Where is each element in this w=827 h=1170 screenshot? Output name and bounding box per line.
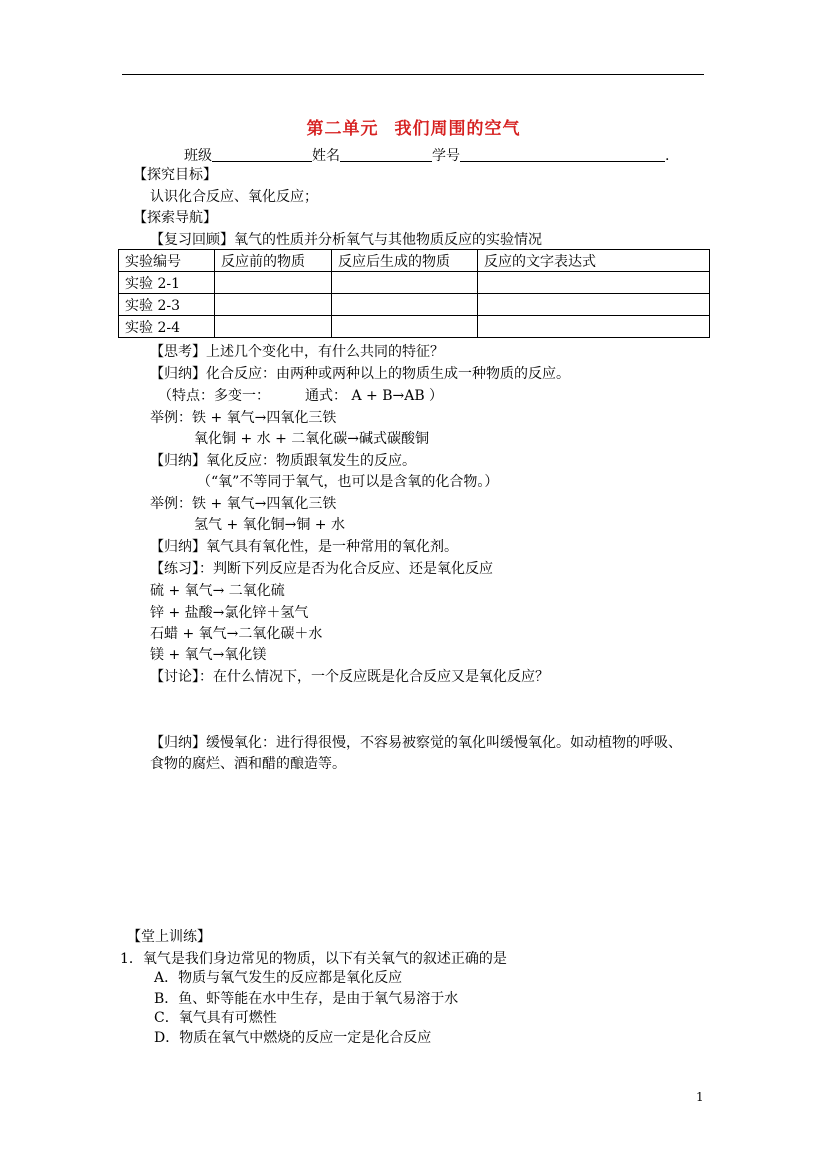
- table-row: [119, 316, 710, 338]
- table-cell: [332, 272, 478, 294]
- table-cell: [215, 272, 332, 294]
- table-header-cell: 反应前的物质: [215, 250, 332, 272]
- title-unit: 第二单元: [306, 119, 379, 139]
- table-cell: [215, 294, 332, 316]
- option-b: B．鱼、虾等能在水中生存，是由于氧气易溶于水: [154, 991, 459, 1007]
- experiment-table: [118, 249, 710, 338]
- table-cell: [478, 316, 710, 338]
- note-line: （“氧”不等同于氧气，也可以是含氧的化合物。）: [197, 474, 499, 490]
- section-goal-heading: 【探究目标】: [133, 167, 217, 183]
- example-line: 氢气 + 氧化铜→铜 + 水: [194, 517, 345, 533]
- name-blank: [340, 147, 432, 162]
- practice-heading: 【练习】：判断下列反应是否为化合反应、还是氧化反应: [150, 561, 493, 577]
- think-line: 【思考】上述几个变化中，有什么共同的特征？: [150, 344, 444, 360]
- id-blank: [460, 147, 665, 162]
- summary-oxidizer: 【归纳】氧气具有氧化性，是一种常用的氧化剂。: [150, 539, 458, 555]
- table-cell: [478, 272, 710, 294]
- review-line: 【复习回顾】氧气的性质并分析氧气与其他物质反应的实验情况: [150, 232, 542, 248]
- goal-text: 认识化合反应、氧化反应；: [150, 189, 318, 205]
- reaction-line: 硫 + 氧气→ 二氧化硫: [150, 583, 285, 599]
- slow-oxidation-line: 食物的腐烂、酒和醋的酿造等。: [150, 756, 346, 772]
- id-label: 学号: [432, 148, 460, 164]
- table-cell: 实验 2-1: [119, 272, 215, 294]
- section-nav-heading: 【探索导航】: [133, 210, 217, 226]
- student-info-line: [184, 145, 669, 165]
- option-a: A．物质与氧气发生的反应都是氧化反应: [154, 970, 403, 986]
- example-line: 氧化铜 + 水 + 二氧化碳→碱式碳酸铜: [194, 431, 429, 447]
- classroom-heading: 【堂上训练】: [127, 929, 211, 945]
- feature-line: （特点：多变一： 通式： A + B→AB ）: [158, 388, 444, 404]
- title-topic: 我们周围的空气: [394, 119, 521, 139]
- discuss-line: 【讨论】：在什么情况下，一个反应既是化合反应又是氧化反应？: [150, 669, 549, 685]
- name-label: 姓名: [312, 148, 340, 164]
- question-stem: 1．氧气是我们身边常见的物质，以下有关氧气的叙述正确的是: [120, 951, 507, 967]
- table-header-cell: 实验编号: [119, 250, 215, 272]
- summary-combination: 【归纳】化合反应：由两种或两种以上的物质生成一种物质的反应。: [150, 366, 570, 382]
- table-row: [119, 272, 710, 294]
- table-header-cell: 反应的文字表达式: [478, 250, 710, 272]
- reaction-line: 石蜡 + 氧气→二氧化碳＋水: [150, 626, 323, 642]
- slow-oxidation-line: 【归纳】缓慢氧化：进行得很慢，不容易被察觉的氧化叫缓慢氧化。如动植物的呼吸、: [150, 735, 682, 751]
- example-line: 举例：铁 + 氧气→四氧化三铁: [150, 496, 337, 512]
- table-header-cell: 反应后生成的物质: [332, 250, 478, 272]
- example-line: 举例：铁 + 氧气→四氧化三铁: [150, 410, 337, 426]
- reaction-line: 锌 + 盐酸→氯化锌＋氢气: [150, 605, 309, 621]
- header-rule: [122, 74, 704, 75]
- class-label: 班级: [184, 148, 212, 164]
- summary-oxidation: 【归纳】氧化反应：物质跟氧发生的反应。: [150, 453, 416, 469]
- page-number: 1: [696, 1090, 704, 1104]
- table-cell: 实验 2-3: [119, 294, 215, 316]
- class-blank: [212, 147, 312, 162]
- table-cell: [215, 316, 332, 338]
- table-row: [119, 294, 710, 316]
- table-header-row: [119, 250, 710, 272]
- option-d: D．物质在氧气中燃烧的反应一定是化合反应: [154, 1030, 432, 1046]
- page-title: [0, 114, 827, 139]
- table-cell: [478, 294, 710, 316]
- table-cell: [332, 294, 478, 316]
- reaction-line: 镁 + 氧气→氧化镁: [150, 647, 267, 663]
- table-cell: 实验 2-4: [119, 316, 215, 338]
- info-end: .: [665, 148, 670, 164]
- table-cell: [332, 316, 478, 338]
- option-c: C．氧气具有可燃性: [154, 1010, 277, 1026]
